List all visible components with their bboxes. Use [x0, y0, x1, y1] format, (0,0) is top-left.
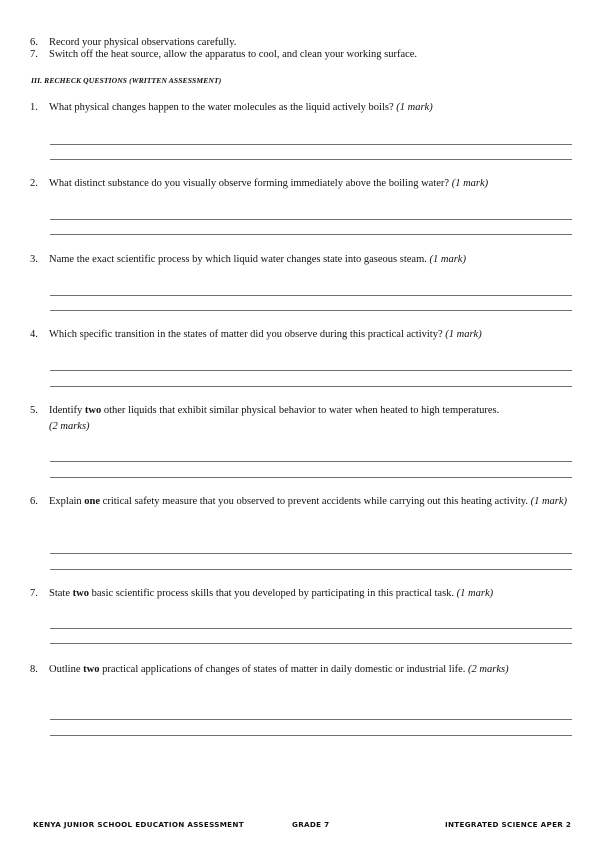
question: [30, 494, 575, 510]
question: [30, 252, 575, 268]
section-heading: III. RECHECK QUESTIONS (WRITTEN ASSESSMENT): [31, 76, 222, 85]
question: [30, 586, 575, 602]
step-text: Switch off the heat source, allow the apparatus to cool, and clean your working surface.: [49, 49, 418, 60]
footer-grade: GRADE 7: [292, 820, 330, 829]
question-text: What distinct substance do you visually observe forming immediately above the boiling water? (1 mark): [49, 178, 489, 189]
answer-line[interactable]: [50, 159, 572, 160]
marks-allocation: (1 mark): [429, 254, 466, 265]
answer-line[interactable]: [50, 386, 572, 387]
question: [30, 176, 575, 192]
emphasis-word: two: [83, 664, 100, 675]
answer-line[interactable]: [50, 735, 572, 736]
emphasis-word: one: [84, 496, 101, 507]
question-number: 4.: [30, 329, 38, 340]
marks-allocation: (2 marks): [49, 421, 90, 432]
question-text: State two basic scientific process skills that you developed by participating in this practical task. (1 mark): [49, 588, 494, 599]
answer-line[interactable]: [50, 295, 572, 296]
question-number: 1.: [30, 102, 38, 113]
answer-line[interactable]: [50, 370, 572, 371]
marks-allocation: (1 mark): [451, 178, 489, 189]
answer-line[interactable]: [50, 719, 572, 720]
question: [30, 100, 575, 116]
question: [30, 403, 575, 435]
answer-line[interactable]: [50, 310, 572, 311]
answer-line[interactable]: [50, 643, 572, 644]
marks-allocation: (2 marks): [468, 664, 509, 675]
question-text: What physical changes happen to the water molecules as the liquid actively boils? (1 mark): [49, 102, 433, 113]
question-text: Explain one critical safety measure that you observed to prevent accidents while carrying out this heating activity. (1 mark): [49, 496, 568, 507]
marks-allocation: (1 mark): [445, 329, 482, 340]
question-number: 3.: [30, 254, 38, 265]
marks-allocation: (1 mark): [396, 102, 433, 113]
answer-line[interactable]: [50, 477, 572, 478]
step-number: 7.: [30, 49, 38, 60]
footer-subject: INTEGRATED SCIENCE APER 2: [445, 820, 572, 829]
question-number: 5.: [30, 405, 38, 416]
answer-line[interactable]: [50, 553, 572, 554]
answer-line[interactable]: [50, 219, 572, 220]
question-number: 2.: [30, 178, 38, 189]
question: [30, 662, 575, 678]
procedure-step: [30, 48, 417, 61]
question-number: 7.: [30, 588, 38, 599]
question-text: Outline two practical applications of changes of states of matter in daily domestic or industrial life. (2 marks): [49, 664, 509, 675]
step-number: 6.: [30, 37, 38, 48]
footer-exam-title: KENYA JUNIOR SCHOOL EDUCATION ASSESSMENT: [33, 820, 244, 829]
emphasis-word: two: [84, 405, 102, 416]
question-number: 6.: [30, 496, 38, 507]
question-text: Which specific transition in the states of matter did you observe during this practical activity? (1 mark): [49, 329, 482, 340]
answer-line[interactable]: [50, 569, 572, 570]
question-text: Identify two other liquids that exhibit similar physical behavior to water when heated to high temperatures. (2 marks): [49, 405, 500, 432]
step-text: Record your physical observations carefully.: [49, 37, 237, 48]
answer-line[interactable]: [50, 628, 572, 629]
question: [30, 327, 575, 343]
emphasis-word: two: [72, 588, 89, 599]
answer-line[interactable]: [50, 144, 572, 145]
question-text: Name the exact scientific process by which liquid water changes state into gaseous steam. (1 mark): [49, 254, 466, 265]
answer-line[interactable]: [50, 234, 572, 235]
marks-allocation: (1 mark): [456, 588, 494, 599]
question-number: 8.: [30, 664, 38, 675]
marks-allocation: (1 mark): [530, 496, 568, 507]
answer-line[interactable]: [50, 461, 572, 462]
